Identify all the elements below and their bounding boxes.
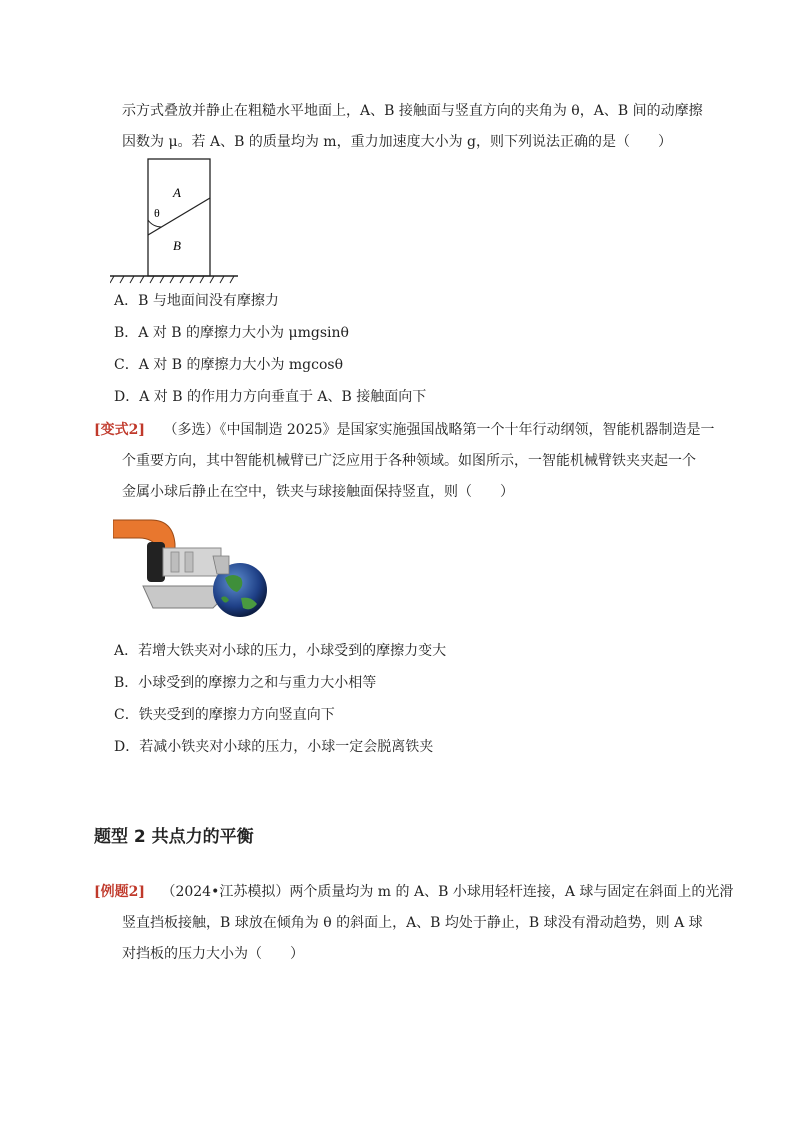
q2-option-a: A．若增大铁夹对小球的压力，小球受到的摩擦力变大 <box>114 643 447 659</box>
section-title: 题型 2 共点力的平衡 <box>94 827 254 847</box>
q2-stem-text: （多选）《中国制造 2025》是国家实施强国战略第一个十年行动纲领，智能机器制造是一 <box>163 422 715 438</box>
q2-stem-line1 <box>94 420 715 440</box>
q2-option-d: D．若减小铁夹对小球的压力，小球一定会脱离铁夹 <box>114 739 434 755</box>
robot-arm-image <box>113 512 271 620</box>
theta-arc <box>148 220 162 227</box>
label-b: B <box>173 238 181 253</box>
label-theta: θ <box>154 206 160 220</box>
q3-stem-text: （2024•江苏模拟）两个质量均为 m 的 A、B 小球用轻杆连接，A 球与固定在斜面上的光滑 <box>161 884 734 900</box>
q3-stem-line1 <box>94 882 733 902</box>
ground-hatch <box>110 276 234 283</box>
clamp-jaw-lower <box>143 586 225 608</box>
q3-stem-line2: 竖直挡板接触，B 球放在倾角为 θ 的斜面上，A、B 均处于静止，B 球没有滑动趋势，则 A 球 <box>122 915 703 931</box>
q3-tag: [例题2] <box>94 884 145 900</box>
q1-option-c: C．A 对 B 的摩擦力大小为 mgcosθ <box>114 357 344 373</box>
q1-option-d: D．A 对 B 的作用力方向垂直于 A、B 接触面向下 <box>114 389 427 405</box>
q2-stem-line3: 金属小球后静止在空中，铁夹与球接触面保持竖直，则（ ） <box>122 484 514 500</box>
q2-option-b: B．小球受到的摩擦力之和与重力大小相等 <box>114 675 377 691</box>
q2-option-c: C．铁夹受到的摩擦力方向竖直向下 <box>114 707 335 723</box>
q1-stem-line1: 示方式叠放并静止在粗糙水平地面上，A、B 接触面与竖直方向的夹角为 θ，A、B 间的动摩擦 <box>122 103 703 119</box>
q2-stem-line2: 个重要方向，其中智能机械臂已广泛应用于各种领域。如图所示，一智能机械臂铁夹夹起一个 <box>122 453 696 469</box>
q3-stem-line3: 对挡板的压力大小为（ ） <box>122 946 304 962</box>
q1-stem-line2: 因数为 μ。若 A、B 的质量均为 m，重力加速度大小为 g，则下列说法正确的是（ ） <box>122 134 672 150</box>
q1-option-b: B．A 对 B 的摩擦力大小为 μmgsinθ <box>114 325 349 341</box>
block-diagram <box>110 157 245 287</box>
label-a: A <box>173 185 181 200</box>
arm-joint <box>147 542 165 582</box>
q1-option-a: A．B 与地面间没有摩擦力 <box>114 293 279 309</box>
q2-tag: [变式2] <box>94 422 145 438</box>
